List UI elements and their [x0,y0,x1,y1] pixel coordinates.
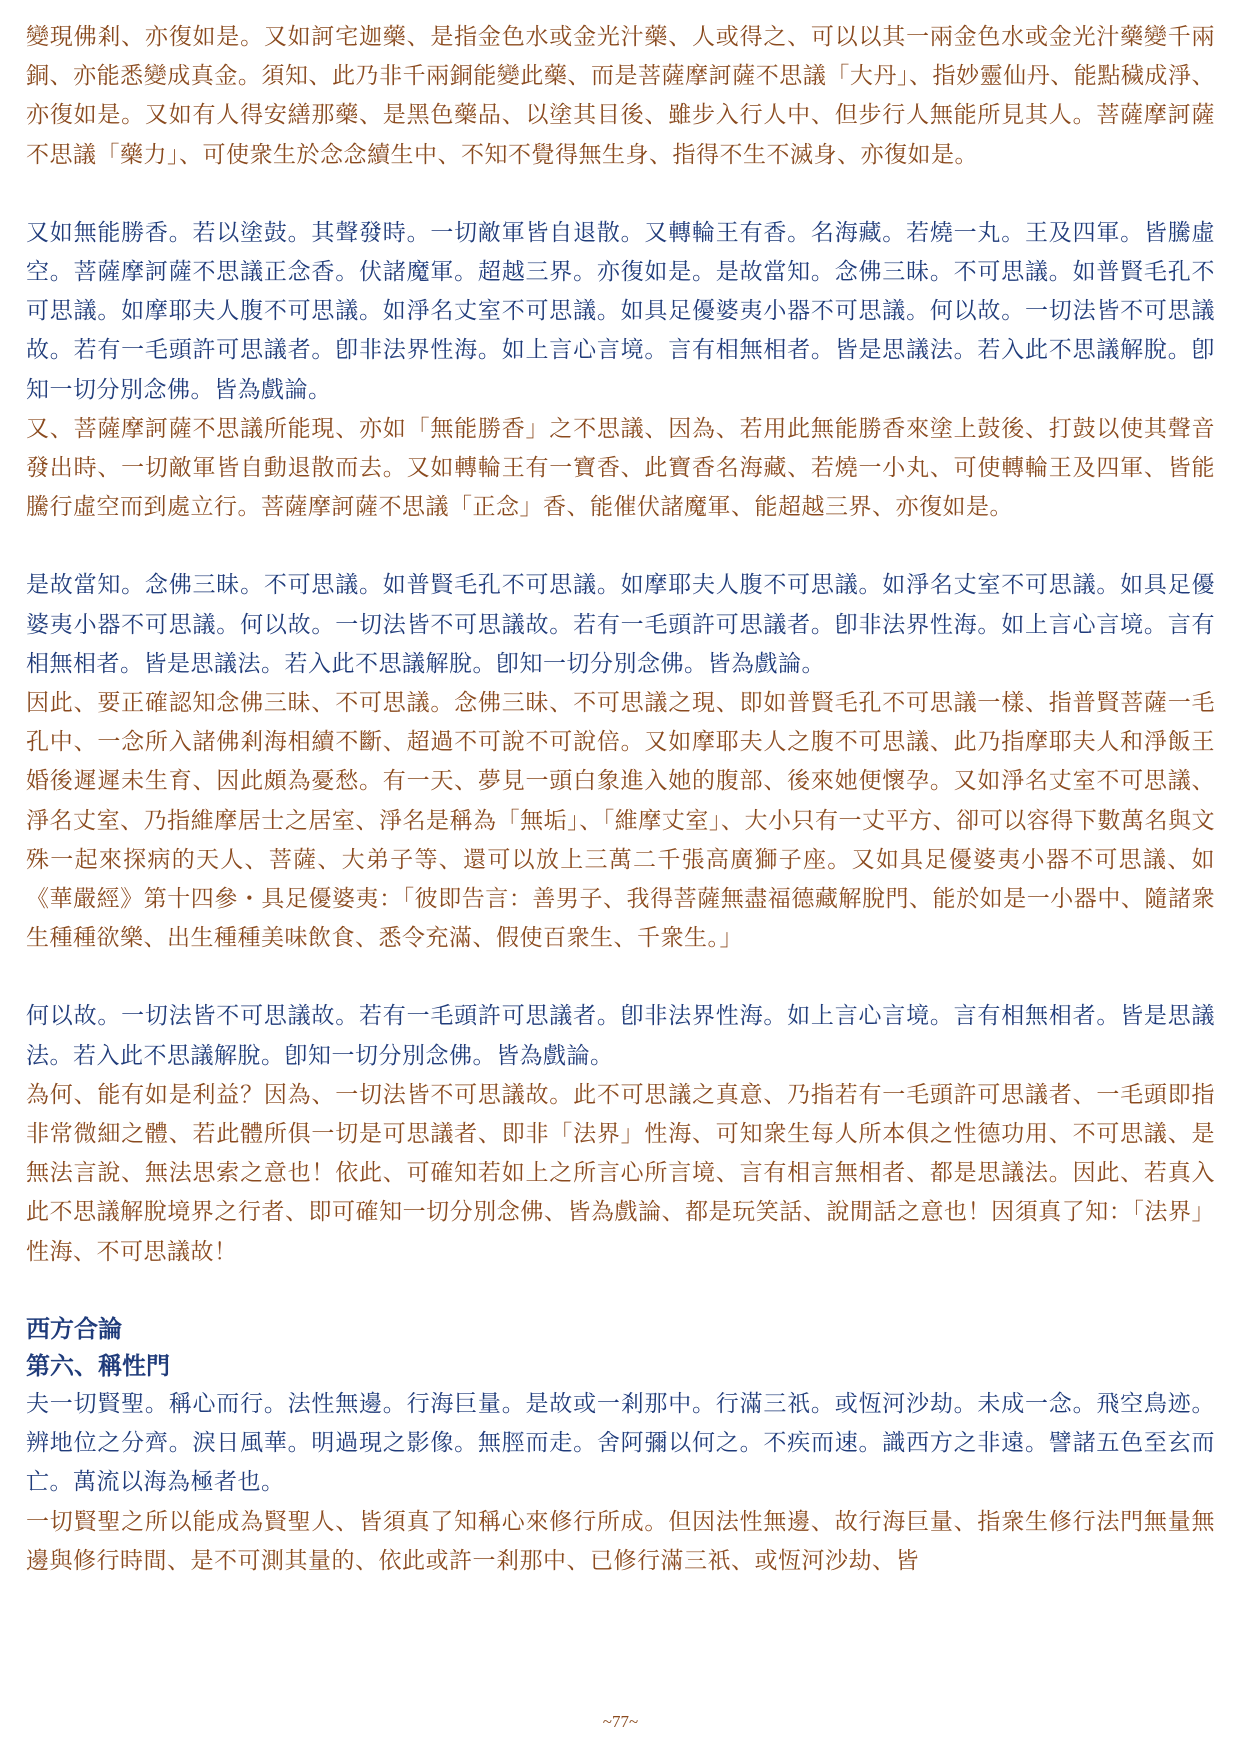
page-content [26,18,1215,1581]
original-text-paragraph: 又如無能勝香。若以塗鼓。其聲發時。一切敵軍皆自退散。又轉輪王有香。名海藏。若燒一丸。王及四軍。皆騰虛空。菩薩摩訶薩不思議正念香。伏諸魔軍。超越三界。亦復如是。是故當知。念佛三昧。不可思議。如普賢毛孔不可思議。如摩耶夫人腹不可思議。如淨名丈室不可思議。如具足優婆夷小器不可思議。何以故。一切法皆不可思議故。若有一毛頭許可思議者。卽非法界性海。如上言心言境。言有相無相者。皆是思議法。若入此不思議解脫。卽知一切分別念佛。皆為戲論。 [26,219,1215,403]
commentary-paragraph: 為何、能有如是利益？因為、一切法皆不可思議故。此不可思議之真意、乃指若有一毛頭許可思議者、一毛頭即指非常微細之體、若此體所俱一切是可思議者、即非「法界」性海、可知衆生每人所本俱之性德功用、不可思議、是無法言說、無法思索之意也！依此、可確知若如上之所言心所言境、言有相言無相者、都是思議法。因此、若真入此不思議解脫境界之行者、即可確知一切分別念佛、皆為戲論、都是玩笑話、說閒話之意也！因須真了知：「法界」性海、不可思議故！ [26,1081,1215,1265]
paragraph-spacer [26,527,1215,566]
section-heading: 西方合論 [26,1314,122,1343]
paragraph-spacer [26,175,1215,214]
commentary-paragraph: 因此、要正確認知念佛三昧、不可思議。念佛三昧、不可思議之現、即如普賢毛孔不可思議一樣、指普賢菩薩一毛孔中、一念所入諸佛剎海相續不斷、超過不可說不可說倍。又如摩耶夫人之腹不可思議、此乃指摩耶夫人和淨飯王婚後遲遲未生育、因此頗為憂愁。有一天、夢見一頭白象進入她的腹部、後來她便懷孕。又如淨名丈室不可思議、淨名丈室、乃指維摩居士之居室、淨名是稱為「無垢」、「維摩丈室」、大小只有一丈平方、卻可以容得下數萬名與文殊一起來探病的天人、菩薩、大弟子等、還可以放上三萬二千張高廣獅子座。又如具足優婆夷小器不可思議、如《華嚴經》第十四參・具足優婆夷：「彼即告言：善男子、我得菩薩無盡福德藏解脫門、能於如是一小器中、隨諸衆生種種欲樂、出生種種美味飲食、悉令充滿、假使百衆生、千衆生。」 [26,690,1215,952]
paragraph-spacer [26,958,1215,997]
original-text-paragraph: 是故當知。念佛三昧。不可思議。如普賢毛孔不可思議。如摩耶夫人腹不可思議。如淨名丈室不可思議。如具足優婆夷小器不可思議。何以故。一切法皆不可思議故。若有一毛頭許可思議者。卽非法界性海。如上言心言境。言有相無相者。皆是思議法。若入此不思議解脫。卽知一切分別念佛。皆為戲論。 [26,572,1215,677]
section-heading: 第六、稱性門 [26,1351,170,1380]
commentary-paragraph: 又、菩薩摩訶薩不思議所能現、亦如「無能勝香」之不思議、因為、若用此無能勝香來塗上鼓後、打鼓以使其聲音發出時、一切敵軍皆自動退散而去。又如轉輪王有一寶香、此寶香名海藏、若燒一小丸、可使轉輪王及四軍、皆能騰行虛空而到處立行。菩薩摩訶薩不思議「正念」香、能催伏諸魔軍、能超越三界、亦復如是。 [26,415,1215,521]
original-text-paragraph: 夫一切賢聖。稱心而行。法性無邊。行海巨量。是故或一剎那中。行滿三祇。或恆河沙劫。未成一念。飛空鳥迹。辨地位之分齊。淚日風華。明過現之影像。無脛而走。舍阿彌以何之。不疾而速。識西方之非遠。譬諸五色至玄而亡。萬流以海為極者也。 [26,1390,1215,1496]
commentary-paragraph: 變現佛剎、亦復如是。又如訶宅迦藥、是指金色水或金光汁藥、人或得之、可以以其一兩金色水或金光汁藥變千兩銅、亦能悉變成真金。須知、此乃非千兩銅能變此藥、而是菩薩摩訶薩不思議「大丹」、指妙靈仙丹、能點穢成淨、亦復如是。又如有人得安繕那藥、是黑色藥品、以塗其目後、雖步入行人中、但步行人無能所見其人。菩薩摩訶薩不思議「藥力」、可使衆生於念念續生中、不知不覺得無生身、指得不生不滅身、亦復如是。 [26,24,1215,168]
original-text-paragraph: 何以故。一切法皆不可思議故。若有一毛頭許可思議者。卽非法界性海。如上言心言境。言有相無相者。皆是思議法。若入此不思議解脫。卽知一切分別念佛。皆為戲論。 [26,1003,1215,1069]
paragraph-spacer [26,1272,1215,1311]
commentary-paragraph: 一切賢聖之所以能成為賢聖人、皆須真了知稱心來修行所成。但因法性無邊、故行海巨量、指衆生修行法門無量無邊與修行時間、是不可測其量的、依此或許一剎那中、已修行滿三祇、或恆河沙劫、皆 [26,1508,1215,1574]
page-number: ~77~ [602,1712,639,1731]
